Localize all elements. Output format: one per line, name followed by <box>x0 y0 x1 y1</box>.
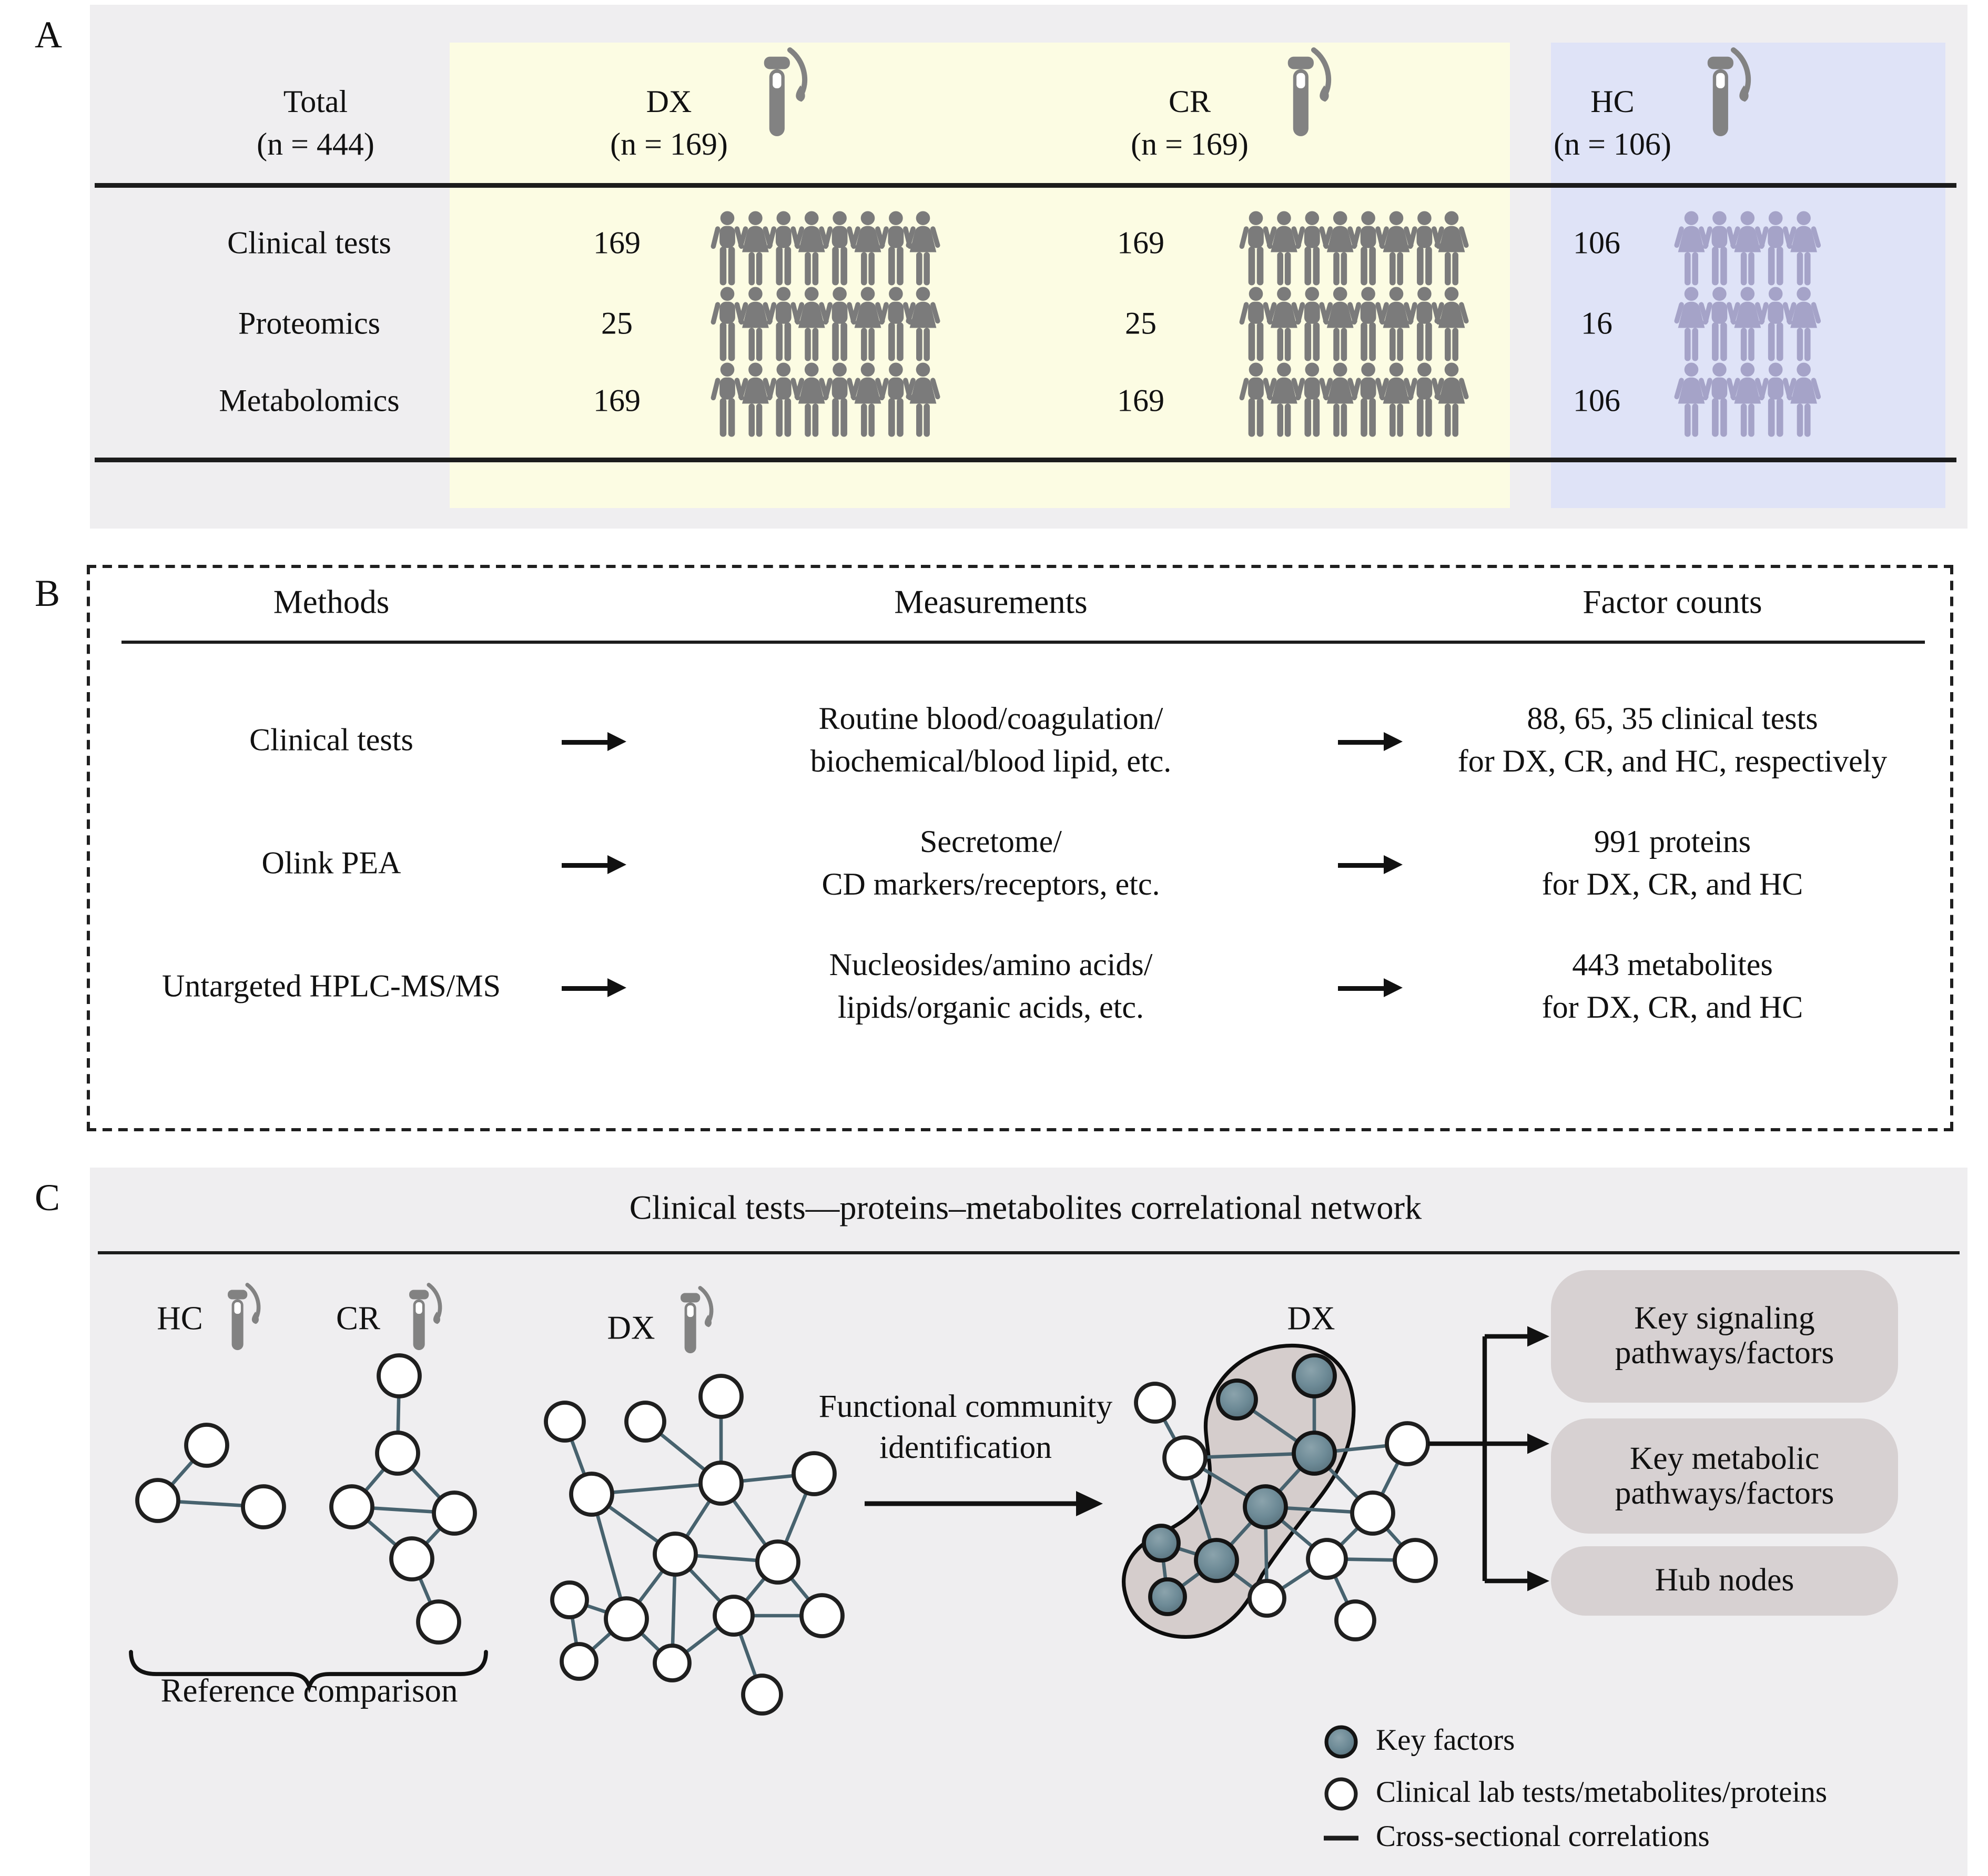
column-header-hc <box>1554 82 1671 167</box>
row-label-proteomics: Proteomics <box>238 307 380 342</box>
measurement-line: Secretome/ <box>920 825 1062 860</box>
legend-item-open-nodes <box>1322 1775 1827 1813</box>
count-dx-metabolomics: 169 <box>593 384 641 419</box>
measurement-hplc-msms <box>829 945 1153 1030</box>
output-box-hub-nodes: Hub nodes <box>1551 1546 1898 1616</box>
process-step-line: identification <box>879 1431 1052 1466</box>
measurement-line: Nucleosides/amino acids/ <box>829 948 1153 983</box>
panel-b-label: B <box>35 574 60 615</box>
header-methods: Methods <box>273 583 390 621</box>
process-step-label <box>819 1387 1113 1469</box>
legend-label: Clinical lab tests/metabolites/proteins <box>1376 1777 1828 1810</box>
factor-line: 88, 65, 35 clinical tests <box>1527 702 1818 737</box>
factor-count-clinical-tests <box>1458 699 1888 784</box>
factor-line: for DX, CR, and HC <box>1541 991 1803 1026</box>
open-node-icon <box>1322 1775 1360 1813</box>
measurement-line: biochemical/blood lipid, etc. <box>810 745 1172 779</box>
network-cr <box>331 1355 475 1642</box>
blood-tube-icon <box>681 1288 712 1353</box>
table-rule-top <box>95 183 1956 187</box>
blood-tube-icon <box>228 1285 259 1350</box>
crowd-pictogram-hc-metabolomics <box>1669 361 1827 439</box>
factor-line: 991 proteins <box>1594 825 1751 860</box>
count-hc-metabolomics: 106 <box>1573 384 1620 419</box>
panel-b-header-rule <box>121 641 1925 644</box>
column-n-label: (n = 169) <box>1131 128 1249 163</box>
legend-item-key-factors <box>1322 1723 1515 1761</box>
network-dx <box>546 1376 843 1713</box>
factor-count-olink-pea <box>1542 822 1803 907</box>
factor-line: for DX, CR, and HC, respectively <box>1457 745 1888 779</box>
legend-label: Cross-sectional correlations <box>1376 1821 1710 1854</box>
column-n-label: (n = 444) <box>257 128 374 163</box>
legend-item-correlations <box>1322 1819 1710 1857</box>
network-label-dx-community: DX <box>1287 1299 1335 1337</box>
column-title: CR <box>1168 85 1211 120</box>
count-cr-metabolomics: 169 <box>1117 384 1164 419</box>
output-box-key-metabolic: Key metabolic pathways/factors <box>1551 1418 1898 1534</box>
correlation-line-icon <box>1322 1819 1360 1857</box>
row-label-clinical-tests: Clinical tests <box>227 226 391 261</box>
count-dx-clinical: 169 <box>593 226 641 261</box>
crowd-pictogram-dx-proteomics <box>705 286 945 363</box>
measurement-line: CD markers/receptors, etc. <box>821 868 1160 902</box>
network-label-cr: CR <box>336 1299 381 1337</box>
column-header-dx <box>610 82 728 167</box>
crowd-pictogram-hc-proteomics <box>1669 286 1827 363</box>
header-factor-counts: Factor counts <box>1583 583 1762 621</box>
panel-c-label: C <box>35 1179 60 1220</box>
arrow-icon <box>1338 986 1385 990</box>
measurement-line: Routine blood/coagulation/ <box>818 702 1163 737</box>
method-hplc-msms: Untargeted HPLC-MS/MS <box>162 969 501 1005</box>
blood-tube-icon <box>1701 44 1754 142</box>
column-header-cr <box>1131 82 1249 167</box>
blood-tube-icon <box>757 44 811 142</box>
factor-line: for DX, CR, and HC <box>1541 868 1803 902</box>
output-box-key-signaling: Key signaling pathways/factors <box>1551 1270 1898 1403</box>
method-olink-pea: Olink PEA <box>261 846 401 881</box>
arrow-icon <box>562 863 609 867</box>
column-title: Total <box>283 85 348 120</box>
network-label-dx: DX <box>607 1309 655 1347</box>
output-bracket-arrows <box>1428 1326 1549 1591</box>
measurement-clinical-tests <box>810 699 1171 784</box>
row-label-metabolomics: Metabolomics <box>219 384 400 419</box>
measurement-olink-pea <box>821 822 1160 907</box>
method-clinical-tests: Clinical tests <box>249 723 413 758</box>
measurement-line: lipids/organic acids, etc. <box>837 991 1144 1026</box>
blood-tube-icon <box>409 1285 440 1350</box>
key-factor-node-icon <box>1322 1723 1360 1761</box>
factor-line: 443 metabolites <box>1572 948 1773 983</box>
arrow-icon <box>562 740 609 744</box>
arrow-icon <box>1338 863 1385 867</box>
column-header-total <box>257 82 374 167</box>
column-title: HC <box>1590 85 1635 120</box>
column-title: DX <box>646 85 692 120</box>
arrow-icon <box>1338 740 1385 744</box>
count-hc-proteomics: 16 <box>1581 307 1612 342</box>
crowd-pictogram-cr-proteomics <box>1234 286 1474 363</box>
panel-a-label: A <box>35 16 63 57</box>
header-measurements: Measurements <box>894 583 1088 621</box>
count-cr-clinical: 169 <box>1117 226 1164 261</box>
network-dx-community <box>1124 1346 1436 1639</box>
column-n-label: (n = 106) <box>1554 128 1671 163</box>
factor-count-hplc-msms <box>1542 945 1803 1030</box>
network-label-hc: HC <box>157 1299 203 1337</box>
arrow-icon <box>562 986 609 990</box>
count-hc-clinical: 106 <box>1573 226 1620 261</box>
column-n-label: (n = 169) <box>610 128 728 163</box>
reference-comparison-label: Reference comparison <box>160 1671 458 1710</box>
crowd-pictogram-cr-metabolomics <box>1234 361 1474 439</box>
crowd-pictogram-hc-clinical <box>1669 210 1827 287</box>
crowd-pictogram-dx-clinical <box>705 210 945 287</box>
blood-tube-icon <box>1281 44 1335 142</box>
crowd-pictogram-cr-clinical <box>1234 210 1474 287</box>
crowd-pictogram-dx-metabolomics <box>705 361 945 439</box>
panel-c-title: Clinical tests—proteins–metabolites correlational network <box>629 1189 1422 1227</box>
process-step-line: Functional community <box>818 1390 1113 1425</box>
network-hc <box>137 1425 284 1527</box>
table-rule-bottom <box>95 458 1956 462</box>
process-arrow <box>865 1491 1103 1516</box>
count-dx-proteomics: 25 <box>601 307 633 342</box>
count-cr-proteomics: 25 <box>1125 307 1157 342</box>
legend-label: Key factors <box>1376 1725 1515 1758</box>
